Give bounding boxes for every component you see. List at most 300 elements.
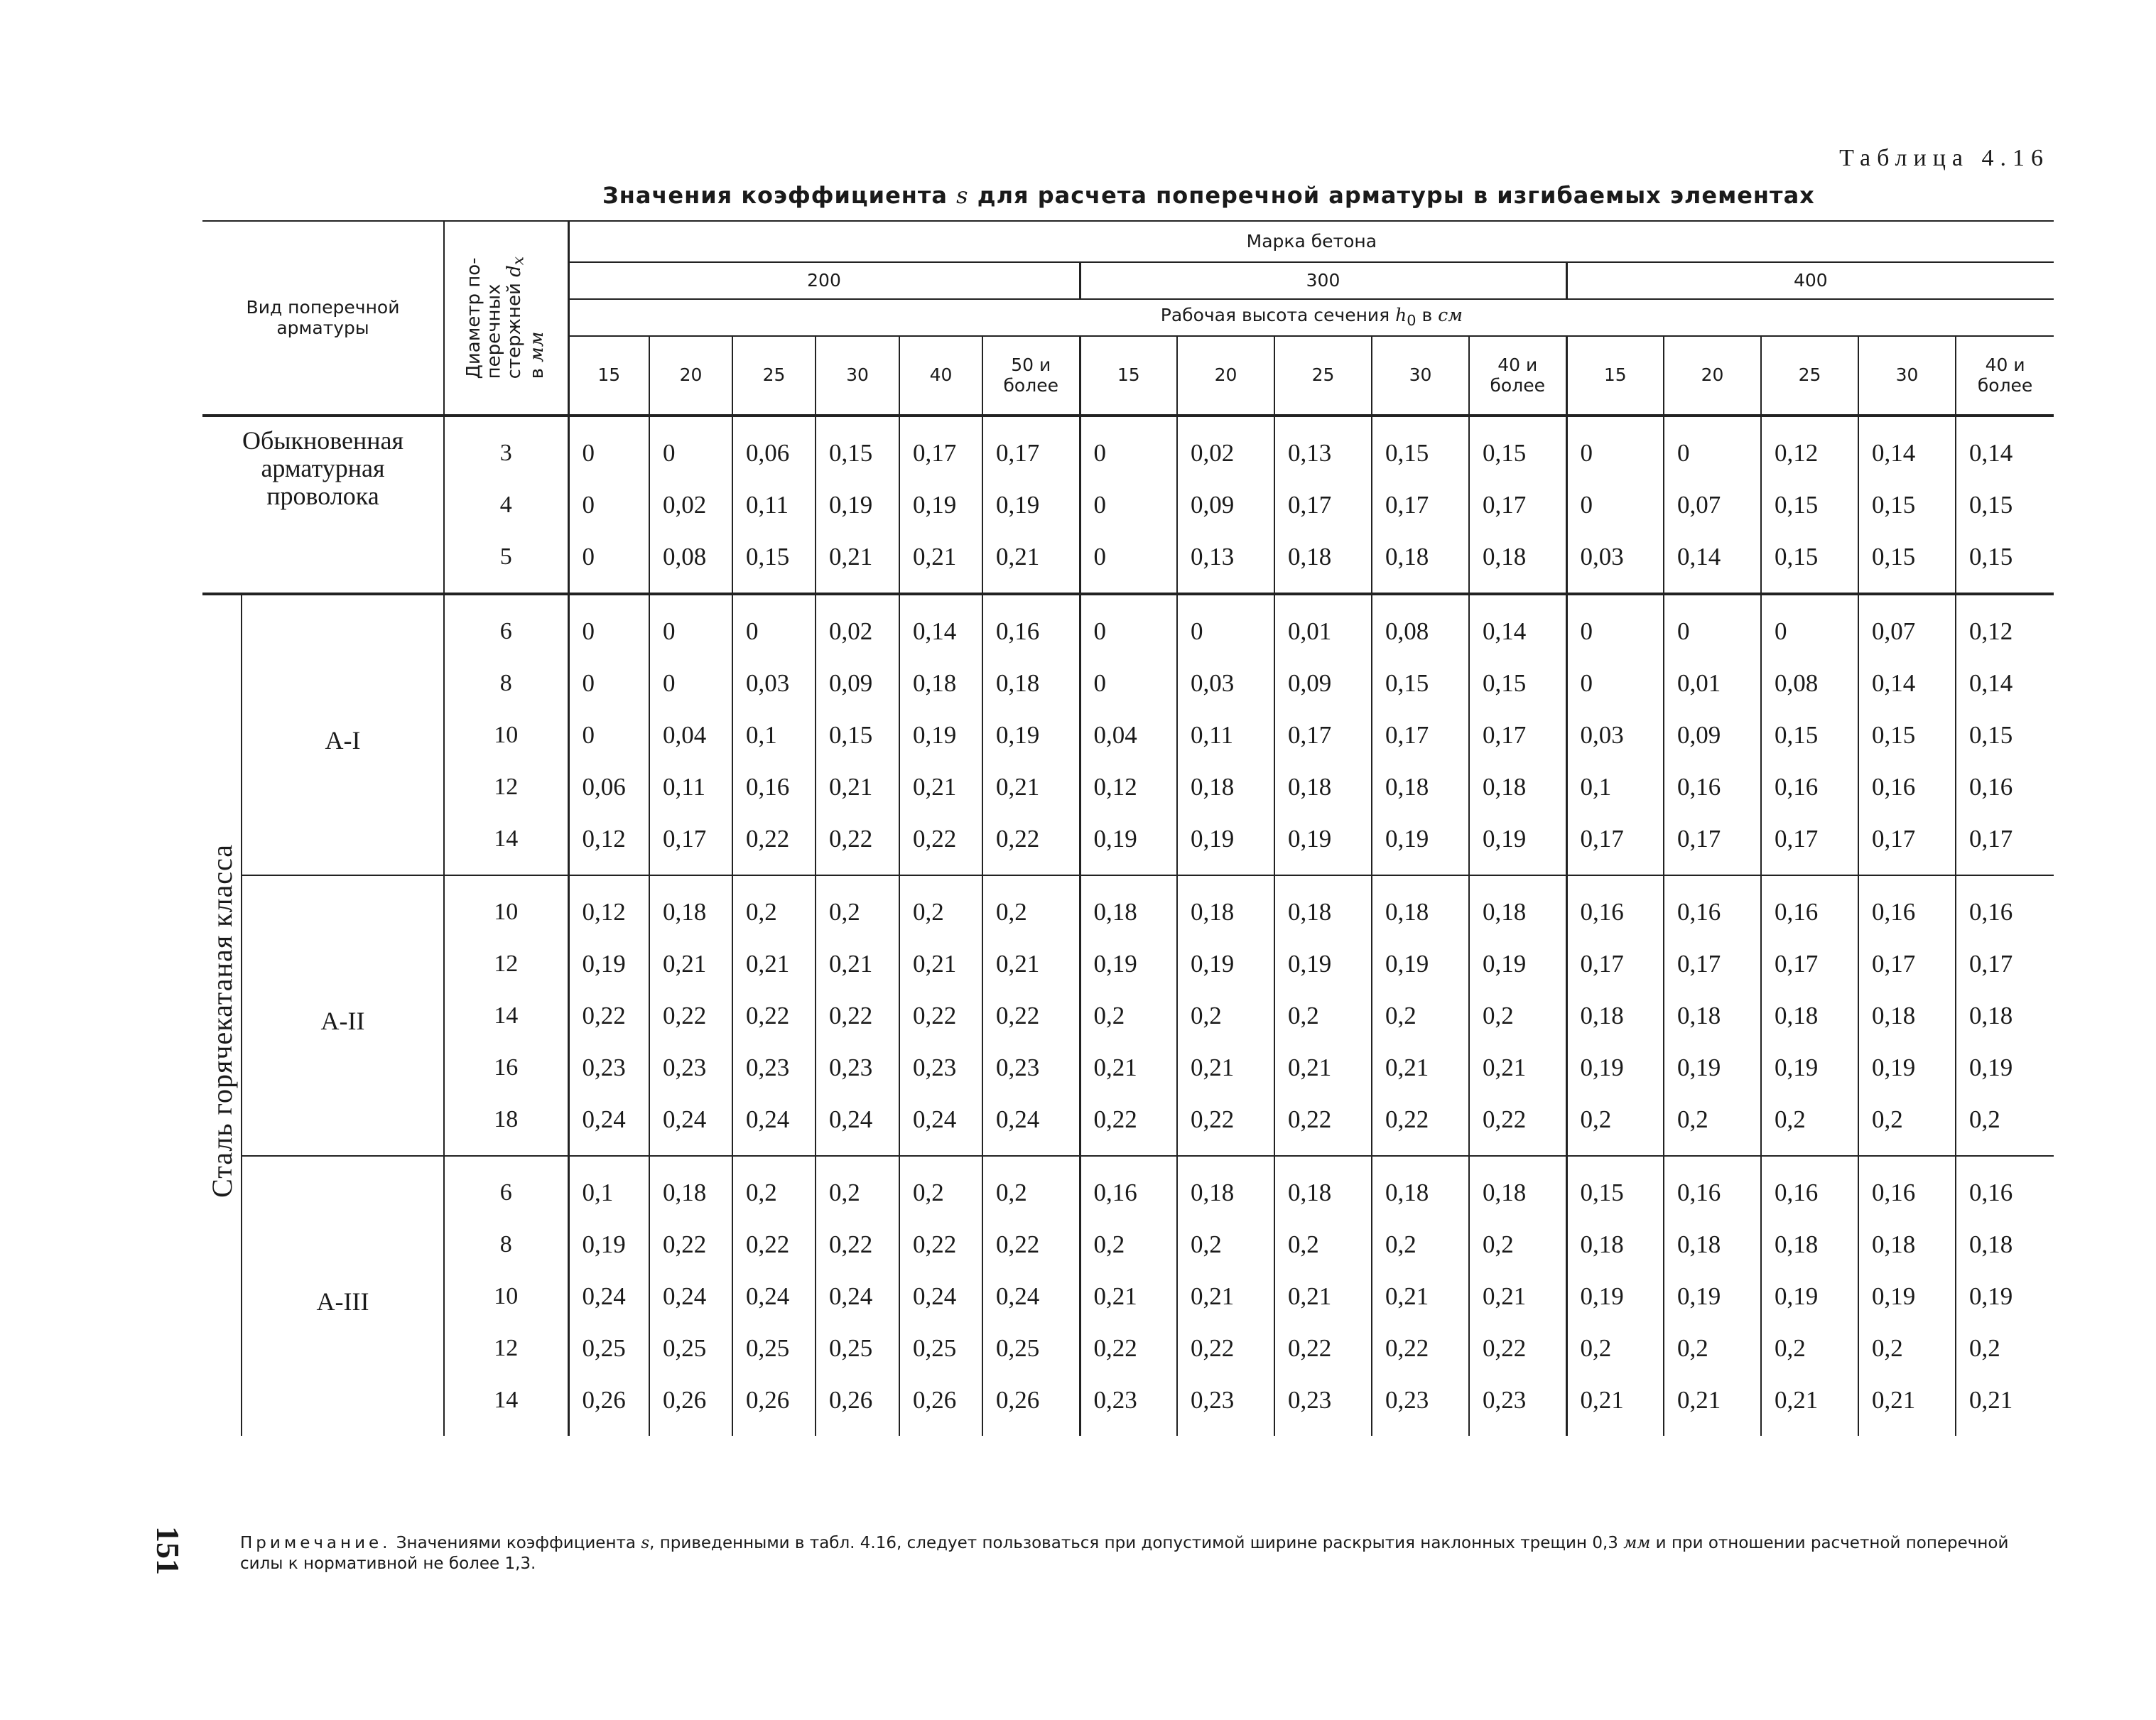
value-cell: 0,23 — [816, 1042, 899, 1093]
value-cell: 0,12 — [568, 813, 649, 875]
value-cell: 0,22 — [982, 990, 1080, 1042]
value-cell: 0,13 — [1177, 531, 1274, 594]
value-cell: 0,03 — [732, 657, 816, 709]
value-cell: 0,26 — [982, 1374, 1080, 1436]
value-cell: 0,2 — [732, 875, 816, 938]
value-cell: 0,15 — [1372, 416, 1469, 479]
table-row — [202, 531, 2054, 594]
value-cell: 0,15 — [1469, 657, 1566, 709]
value-cell: 0,15 — [1956, 531, 2054, 594]
height-col: 20 — [1177, 336, 1274, 416]
value-cell: 0,25 — [732, 1322, 816, 1374]
value-cell: 0,24 — [899, 1093, 982, 1156]
table-row — [202, 594, 2054, 657]
height-col: 15 — [1080, 336, 1177, 416]
value-cell: 0,22 — [982, 1218, 1080, 1270]
value-cell: 0,02 — [1177, 416, 1274, 479]
value-cell: 0,17 — [899, 416, 982, 479]
value-cell: 0,21 — [816, 761, 899, 813]
value-cell: 0,19 — [1469, 938, 1566, 990]
value-cell: 0,26 — [816, 1374, 899, 1436]
value-cell: 0,19 — [899, 479, 982, 531]
value-cell: 0,19 — [568, 938, 649, 990]
header-diameter: Диаметр по- перечных стержней $d_x$ в мм — [444, 221, 568, 416]
table-row — [202, 1093, 2054, 1156]
value-cell: 0,24 — [649, 1093, 732, 1156]
value-cell: 0,22 — [982, 813, 1080, 875]
value-cell: 0,2 — [1761, 1093, 1858, 1156]
value-cell: 0 — [649, 416, 732, 479]
diameter-cell: 6 — [444, 1156, 568, 1218]
value-cell: 0,07 — [1664, 479, 1761, 531]
value-cell: 0 — [568, 416, 649, 479]
value-cell: 0,17 — [1372, 709, 1469, 761]
value-cell: 0,18 — [1372, 761, 1469, 813]
value-cell: 0,2 — [1566, 1322, 1664, 1374]
value-cell: 0,18 — [982, 657, 1080, 709]
value-cell: 0,18 — [1177, 875, 1274, 938]
value-cell: 0,23 — [1274, 1374, 1372, 1436]
value-cell: 0,2 — [1372, 990, 1469, 1042]
value-cell: 0,2 — [1372, 1218, 1469, 1270]
value-cell: 0,09 — [816, 657, 899, 709]
value-cell: 0,21 — [1469, 1042, 1566, 1093]
value-cell: 0 — [1761, 594, 1858, 657]
table-row — [202, 990, 2054, 1042]
diameter-cell: 10 — [444, 875, 568, 938]
value-cell: 0,17 — [1858, 813, 1956, 875]
value-cell: 0,19 — [1177, 938, 1274, 990]
value-cell: 0,22 — [732, 990, 816, 1042]
header-working-height: Рабочая высота сечения $h_0$ в см — [568, 299, 2054, 336]
value-cell: 0,2 — [1858, 1322, 1956, 1374]
value-cell: 0,17 — [1956, 938, 2054, 990]
diameter-cell: 10 — [444, 1270, 568, 1322]
value-cell: 0,24 — [899, 1270, 982, 1322]
value-cell: 0 — [1566, 594, 1664, 657]
value-cell: 0,2 — [899, 1156, 982, 1218]
value-cell: 0,17 — [1858, 938, 1956, 990]
value-cell: 0,22 — [899, 813, 982, 875]
value-cell: 0,23 — [568, 1042, 649, 1093]
value-cell: 0,16 — [1956, 1156, 2054, 1218]
value-cell: 0,22 — [816, 813, 899, 875]
value-cell: 0,17 — [1956, 813, 2054, 875]
value-cell: 0,08 — [1761, 657, 1858, 709]
value-cell: 0,11 — [732, 479, 816, 531]
value-cell: 0,25 — [649, 1322, 732, 1374]
value-cell: 0,15 — [816, 709, 899, 761]
value-cell: 0,16 — [1761, 1156, 1858, 1218]
value-cell: 0,16 — [1956, 761, 2054, 813]
value-cell: 0,16 — [1664, 761, 1761, 813]
value-cell: 0,2 — [1080, 1218, 1177, 1270]
value-cell: 0,24 — [982, 1093, 1080, 1156]
value-cell: 0 — [568, 657, 649, 709]
header-reinforcement-type: Вид поперечной арматуры — [202, 221, 444, 416]
value-cell: 0,2 — [816, 1156, 899, 1218]
height-col: 40 и более — [1956, 336, 2054, 416]
value-cell: 0,19 — [982, 479, 1080, 531]
value-cell: 0,18 — [1761, 1218, 1858, 1270]
value-cell: 0,19 — [1956, 1042, 2054, 1093]
value-cell: 0,2 — [1761, 1322, 1858, 1374]
value-cell: 0,18 — [899, 657, 982, 709]
height-col: 20 — [1664, 336, 1761, 416]
value-cell: 0,13 — [1274, 416, 1372, 479]
value-cell: 0,14 — [1956, 657, 2054, 709]
value-cell: 0,2 — [1177, 1218, 1274, 1270]
value-cell: 0,18 — [1274, 531, 1372, 594]
value-cell: 0,26 — [899, 1374, 982, 1436]
value-cell: 0,19 — [568, 1218, 649, 1270]
value-cell: 0,18 — [1761, 990, 1858, 1042]
value-cell: 0,17 — [1761, 938, 1858, 990]
value-cell: 0 — [568, 594, 649, 657]
value-cell: 0,16 — [1664, 875, 1761, 938]
value-cell: 0,2 — [1274, 1218, 1372, 1270]
value-cell: 0,11 — [649, 761, 732, 813]
value-cell: 0,17 — [649, 813, 732, 875]
diameter-cell: 14 — [444, 813, 568, 875]
header-concrete-grade: Марка бетона — [568, 221, 2054, 262]
value-cell: 0,18 — [1372, 875, 1469, 938]
value-cell: 0,18 — [649, 1156, 732, 1218]
height-col: 25 — [732, 336, 816, 416]
height-col: 50 и более — [982, 336, 1080, 416]
class-label-a2: A-II — [242, 875, 444, 1156]
value-cell: 0,18 — [649, 875, 732, 938]
value-cell: 0 — [568, 531, 649, 594]
value-cell: 0,17 — [1274, 479, 1372, 531]
value-cell: 0,21 — [1372, 1270, 1469, 1322]
value-cell: 0,12 — [1761, 416, 1858, 479]
height-col: 15 — [1566, 336, 1664, 416]
value-cell: 0,21 — [1080, 1042, 1177, 1093]
value-cell: 0,24 — [816, 1093, 899, 1156]
value-cell: 0,22 — [1372, 1093, 1469, 1156]
value-cell: 0,21 — [899, 938, 982, 990]
diameter-cell: 12 — [444, 761, 568, 813]
value-cell: 0,17 — [1372, 479, 1469, 531]
table-row — [202, 709, 2054, 761]
value-cell: 0,21 — [1956, 1374, 2054, 1436]
value-cell: 0 — [649, 594, 732, 657]
value-cell: 0,21 — [1761, 1374, 1858, 1436]
value-cell: 0,26 — [568, 1374, 649, 1436]
value-cell: 0,22 — [816, 1218, 899, 1270]
value-cell: 0,19 — [1177, 813, 1274, 875]
value-cell: 0,18 — [1469, 1156, 1566, 1218]
value-cell: 0,16 — [1664, 1156, 1761, 1218]
value-cell: 0,14 — [1956, 416, 2054, 479]
value-cell: 0,18 — [1566, 990, 1664, 1042]
value-cell: 0,21 — [982, 938, 1080, 990]
value-cell: 0,18 — [1469, 875, 1566, 938]
value-cell: 0,18 — [1274, 761, 1372, 813]
value-cell: 0,25 — [816, 1322, 899, 1374]
value-cell: 0,14 — [1664, 531, 1761, 594]
value-cell: 0,01 — [1274, 594, 1372, 657]
value-cell: 0,19 — [1858, 1042, 1956, 1093]
value-cell: 0,25 — [568, 1322, 649, 1374]
value-cell: 0,19 — [1469, 813, 1566, 875]
table-row — [202, 761, 2054, 813]
value-cell: 0,03 — [1566, 709, 1664, 761]
table-row — [202, 479, 2054, 531]
value-cell: 0,19 — [1274, 938, 1372, 990]
header-grade-300: 300 — [1080, 262, 1566, 299]
value-cell: 0,2 — [1177, 990, 1274, 1042]
value-cell: 0,15 — [1761, 531, 1858, 594]
value-cell: 0,18 — [1274, 1156, 1372, 1218]
table-number: Таблица 4.16 — [1839, 145, 2049, 171]
value-cell: 0,15 — [1372, 657, 1469, 709]
value-cell: 0,2 — [1274, 990, 1372, 1042]
table-row — [202, 813, 2054, 875]
diameter-cell: 8 — [444, 657, 568, 709]
value-cell: 0,2 — [1664, 1093, 1761, 1156]
value-cell: 0,22 — [1274, 1322, 1372, 1374]
value-cell: 0,21 — [1274, 1042, 1372, 1093]
header-grade-400: 400 — [1566, 262, 2054, 299]
value-cell: 0,14 — [1858, 416, 1956, 479]
table-row — [202, 416, 2054, 479]
value-cell: 0,21 — [982, 761, 1080, 813]
diameter-cell: 16 — [444, 1042, 568, 1093]
value-cell: 0,19 — [1664, 1270, 1761, 1322]
value-cell: 0,01 — [1664, 657, 1761, 709]
value-cell: 0,22 — [1080, 1322, 1177, 1374]
value-cell: 0,21 — [899, 761, 982, 813]
value-cell: 0,24 — [732, 1093, 816, 1156]
value-cell: 0,2 — [1469, 990, 1566, 1042]
value-cell: 0,18 — [1469, 761, 1566, 813]
value-cell: 0,2 — [982, 875, 1080, 938]
value-cell: 0,25 — [982, 1322, 1080, 1374]
value-cell: 0,23 — [649, 1042, 732, 1093]
value-cell: 0,24 — [568, 1270, 649, 1322]
value-cell: 0,21 — [1177, 1042, 1274, 1093]
value-cell: 0,22 — [1177, 1093, 1274, 1156]
value-cell: 0,22 — [816, 990, 899, 1042]
value-cell: 0,1 — [732, 709, 816, 761]
value-cell: 0,18 — [1858, 990, 1956, 1042]
value-cell: 0,02 — [649, 479, 732, 531]
value-cell: 0,15 — [1956, 709, 2054, 761]
value-cell: 0,11 — [1177, 709, 1274, 761]
group-label-wire: Обыкновенная арматурная проволока — [202, 416, 444, 594]
value-cell: 0,08 — [1372, 594, 1469, 657]
height-col: 40 и более — [1469, 336, 1566, 416]
value-cell: 0,26 — [649, 1374, 732, 1436]
value-cell: 0 — [1080, 657, 1177, 709]
value-cell: 0,23 — [982, 1042, 1080, 1093]
value-cell: 0,22 — [732, 1218, 816, 1270]
value-cell: 0,16 — [1956, 875, 2054, 938]
value-cell: 0 — [649, 657, 732, 709]
value-cell: 0,21 — [1274, 1270, 1372, 1322]
value-cell: 0,16 — [1761, 761, 1858, 813]
value-cell: 0 — [568, 479, 649, 531]
value-cell: 0,12 — [568, 875, 649, 938]
value-cell: 0 — [1566, 479, 1664, 531]
value-cell: 0,22 — [899, 1218, 982, 1270]
value-cell: 0,19 — [1566, 1270, 1664, 1322]
table-row — [202, 1218, 2054, 1270]
diameter-cell: 14 — [444, 1374, 568, 1436]
value-cell: 0 — [1566, 657, 1664, 709]
value-cell: 0,22 — [899, 990, 982, 1042]
table-row — [202, 875, 2054, 938]
value-cell: 0,22 — [1372, 1322, 1469, 1374]
value-cell: 0,15 — [1566, 1156, 1664, 1218]
value-cell: 0,17 — [1469, 479, 1566, 531]
value-cell: 0,21 — [1372, 1042, 1469, 1093]
value-cell: 0,15 — [1761, 709, 1858, 761]
value-cell: 0,19 — [899, 709, 982, 761]
value-cell: 0,17 — [1761, 813, 1858, 875]
value-cell: 0,23 — [732, 1042, 816, 1093]
value-cell: 0,24 — [816, 1270, 899, 1322]
value-cell: 0,1 — [568, 1156, 649, 1218]
value-cell: 0,03 — [1566, 531, 1664, 594]
value-cell: 0,21 — [1858, 1374, 1956, 1436]
value-cell: 0,19 — [1761, 1270, 1858, 1322]
value-cell: 0,18 — [1664, 1218, 1761, 1270]
value-cell: 0,21 — [899, 531, 982, 594]
table-row — [202, 657, 2054, 709]
value-cell: 0,18 — [1372, 531, 1469, 594]
value-cell: 0,18 — [1566, 1218, 1664, 1270]
diameter-cell: 8 — [444, 1218, 568, 1270]
value-cell: 0,2 — [1858, 1093, 1956, 1156]
table-row — [202, 1322, 2054, 1374]
value-cell: 0,2 — [732, 1156, 816, 1218]
header-grade-200: 200 — [568, 262, 1080, 299]
value-cell: 0,19 — [1372, 938, 1469, 990]
value-cell: 0,17 — [982, 416, 1080, 479]
value-cell: 0,17 — [1566, 813, 1664, 875]
value-cell: 0,19 — [1372, 813, 1469, 875]
value-cell: 0,2 — [982, 1156, 1080, 1218]
value-cell: 0,18 — [1664, 990, 1761, 1042]
diameter-cell: 18 — [444, 1093, 568, 1156]
value-cell: 0,04 — [649, 709, 732, 761]
value-cell: 0,14 — [1469, 594, 1566, 657]
value-cell: 0,2 — [1956, 1093, 2054, 1156]
value-cell: 0,21 — [1469, 1270, 1566, 1322]
height-col: 25 — [1761, 336, 1858, 416]
value-cell: 0,18 — [1372, 1156, 1469, 1218]
diameter-cell: 12 — [444, 1322, 568, 1374]
value-cell: 0,18 — [1177, 1156, 1274, 1218]
value-cell: 0,15 — [1858, 709, 1956, 761]
value-cell: 0,19 — [1080, 938, 1177, 990]
value-cell: 0,17 — [1664, 813, 1761, 875]
value-cell: 0,18 — [1956, 990, 2054, 1042]
value-cell: 0,15 — [1761, 479, 1858, 531]
value-cell: 0,18 — [1080, 875, 1177, 938]
table-row — [202, 1042, 2054, 1093]
value-cell: 0,21 — [982, 531, 1080, 594]
value-cell: 0,19 — [1274, 813, 1372, 875]
page-number: 151 — [150, 1526, 186, 1575]
height-col: 30 — [1858, 336, 1956, 416]
class-label-a3: A-III — [316, 1287, 369, 1316]
value-cell: 0 — [1664, 416, 1761, 479]
value-cell: 0,15 — [1858, 531, 1956, 594]
value-cell: 0,18 — [1469, 531, 1566, 594]
value-cell: 0,24 — [649, 1270, 732, 1322]
value-cell: 0,19 — [1956, 1270, 2054, 1322]
value-cell: 0 — [568, 709, 649, 761]
value-cell: 0,19 — [1566, 1042, 1664, 1093]
height-col: 40 — [899, 336, 982, 416]
value-cell: 0,21 — [1566, 1374, 1664, 1436]
value-cell: 0,24 — [568, 1093, 649, 1156]
value-cell: 0,19 — [1664, 1042, 1761, 1093]
value-cell: 0,16 — [1858, 1156, 1956, 1218]
value-cell: 0,06 — [732, 416, 816, 479]
value-cell: 0,22 — [1274, 1093, 1372, 1156]
value-cell: 0,19 — [1761, 1042, 1858, 1093]
value-cell: 0,22 — [1177, 1322, 1274, 1374]
table-row — [202, 1374, 2054, 1436]
value-cell: 0,16 — [982, 594, 1080, 657]
value-cell: 0,23 — [1080, 1374, 1177, 1436]
value-cell: 0,14 — [899, 594, 982, 657]
value-cell: 0,03 — [1177, 657, 1274, 709]
diameter-cell: 12 — [444, 938, 568, 990]
value-cell: 0,16 — [1080, 1156, 1177, 1218]
value-cell: 0,23 — [1469, 1374, 1566, 1436]
diameter-cell: 3 — [444, 416, 568, 479]
value-cell: 0,2 — [899, 875, 982, 938]
value-cell: 0,18 — [1177, 761, 1274, 813]
value-cell: 0,1 — [1566, 761, 1664, 813]
value-cell: 0,22 — [649, 990, 732, 1042]
value-cell: 0,26 — [732, 1374, 816, 1436]
value-cell: 0,22 — [568, 990, 649, 1042]
value-cell: 0,21 — [1177, 1270, 1274, 1322]
value-cell: 0,15 — [816, 416, 899, 479]
value-cell: 0,22 — [649, 1218, 732, 1270]
value-cell: 0 — [1080, 531, 1177, 594]
value-cell: 0,17 — [1274, 709, 1372, 761]
value-cell: 0,22 — [732, 813, 816, 875]
value-cell: 0,25 — [899, 1322, 982, 1374]
value-cell: 0 — [1566, 416, 1664, 479]
table-row — [202, 1270, 2054, 1322]
diameter-cell: 4 — [444, 479, 568, 531]
table-note: Примечание. Значениями коэффициента s, приведенными в табл. 4.16, следует пользоваться при допустимой ширине раскрытия наклонных трещин 0,3 мм и при отношении расчетной поперечной силы к нормативной не более 1,3. — [240, 1534, 2009, 1573]
value-cell: 0,18 — [1858, 1218, 1956, 1270]
value-cell: 0,21 — [649, 938, 732, 990]
value-cell: 0,15 — [1858, 479, 1956, 531]
value-cell: 0,21 — [816, 531, 899, 594]
value-cell: 0,07 — [1858, 594, 1956, 657]
height-col: 15 — [568, 336, 649, 416]
value-cell: 0 — [1080, 416, 1177, 479]
height-col: 30 — [816, 336, 899, 416]
value-cell: 0,04 — [1080, 709, 1177, 761]
height-col: 25 — [1274, 336, 1372, 416]
value-cell: 0 — [1080, 479, 1177, 531]
value-cell: 0,23 — [1177, 1374, 1274, 1436]
value-cell: 0,17 — [1469, 709, 1566, 761]
coefficient-table — [202, 220, 2054, 1436]
